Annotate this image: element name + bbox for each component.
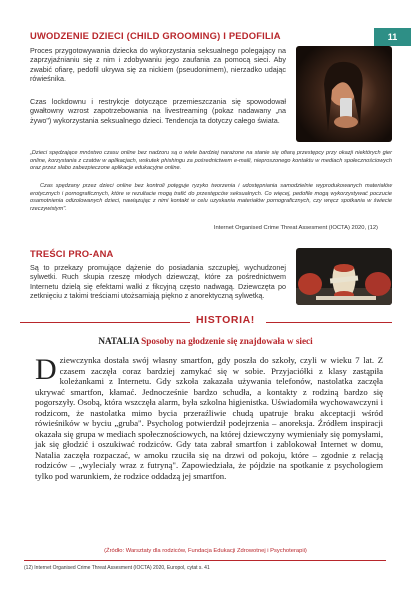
story-name: NATALIA <box>98 336 139 346</box>
footnote-divider <box>24 560 386 561</box>
story-banner-label: HISTORIA! <box>196 314 255 326</box>
story-body: ziewczynka dostała swój własny smartfon, gdy poszła do szkoły, czyli w wieku 7 lat. Z czasem zaczęła coraz bardziej zamykać się w sobie. Przyjaciółki z klasy zastąpiła koleżankami z Internetu. Gdy szkoła zakazała używania telefonów, nastolatka zaczęła ukrywać smartfon, kłamać. Jednocześnie bardzo schudła, a kontakty z rodziną bardzo się pogorszyły. Osobą, która wszczęła alarm, była szkolna higienistka. Uświadomiła wychowawczyni i rodzicom, że nastolatka mimo bycia przeraźliwie chudą upatruje braku akceptacji wśród rówieśników w byciu „gruba". Psycholog potwierdził podejrzenia – anoreksja. Źródłem inspiracji okazała się grupa w mediach społecznościowych, na której dziewczyny wymieniały się pomysłami, jak się głodzić i oszukiwać rodziców. Gdy tata zabrał smartfon i zablokował Internet w domu, Natalia zaczęła rozpaczać, w amoku rzuciła się na drzwi od pokoju, które – zgodnie z relacją rodziców – „wylecialy wraz z futryną". Zapowiedziała, że pójdzie na spotkanie z psychologiem tylko pod warunkiem, że rodzice oddadzą jej smartfon. <box>35 355 383 481</box>
quote-paragraph-2: Czas spędzany przez dzieci online bez kontroli potęguje ryzyko tworzenia i udostępniania samodzielnie wyprodukowanych materiałów erotycznych i pornograficznych, które w rezultacie mogą trafić do przestępców seksualnych. Co więcej, pedofile mogą wykorzystywać poczucie osamotnienia odizolowanych dzieci, nawiązując z nimi kontakt w celu uzyskania materiałów pornograficznych, czy wręcz spotkania w świecie rzeczywistym". <box>30 183 392 212</box>
story-subtitle <box>0 336 411 346</box>
section-title-grooming: UWODZENIE DZIECI (CHILD GROOMING) I PEDOFILIA <box>30 30 281 41</box>
story-text <box>35 355 383 481</box>
story-dropcap: D <box>35 353 57 386</box>
paragraph-grooming-definition: Proces przygotowywania dziecka do wykorzystania seksualnego polegający na zaprzyjaźnianiu się z nim i zdobywaniu jego zaufania za pomocą sieci. Aby zwabić ofiarę, pedofil ukrywa się za nickiem (pseudonimem), nierzadko udając rówieśnika. <box>30 46 286 84</box>
story-subtitle-text: Sposoby na głodzenie się znajdowała w sieci <box>141 336 313 346</box>
story-source: (Źródło: Warsztaty dla rodziców, Fundacja Edukacji Zdrowotnej i Psychoterapii) <box>104 548 307 554</box>
photo-apples-measuring-tape <box>296 248 392 305</box>
page-number: 11 <box>374 28 411 46</box>
quote-paragraph-1: „Dzieci spędzające mnóstwo czasu online bez nadzoru są o wiele bardziej narażone na stanie się ofiarą przestępcy przy okazji niektórych gier online, korzystania z czatów w aplikacjach, wskutek phishingu za pośrednictwem e-maili, nieproszonego kontaktu w mediach społecznościowych oraz przez słabo zabezpieczone aplikacje edukacyjne online. <box>30 150 392 172</box>
paragraph-lockdown: Czas lockdownu i restrykcje dotyczące przemieszczania się spowodował gwałtowny wzrost zapotrzebowania na livestreaming (pokaz nadawany „na żywo") wykorzystania seksualnego dzieci. Tendencja ta dotyczy całego świata. <box>30 97 286 125</box>
paragraph-pro-ana: Są to przekazy promujące dążenie do posiadania szczupłej, wychudzonej sylwetki. Ruch skupia rzeszę młodych dziewcząt, które za pośrednictwem Internetu dzielą się efektami walki z fikcyjną często nadwagą. Dziewczęta po zetknięciu z takimi treściami utożsamiają piękno z anorektyczną sylwetką. <box>30 263 286 301</box>
section-title-pro-ana: TREŚCI PRO-ANA <box>30 248 114 259</box>
story-banner <box>20 314 392 331</box>
quote-citation: Internet Organised Crime Threat Assesment (IOCTA) 2020, (12) <box>213 225 378 231</box>
footnote: (12) Internet Organised Crime Threat Assesment (IOCTA) 2020, Europol, cytat s. 41 <box>24 565 210 571</box>
photo-girl-with-phone <box>296 46 392 142</box>
